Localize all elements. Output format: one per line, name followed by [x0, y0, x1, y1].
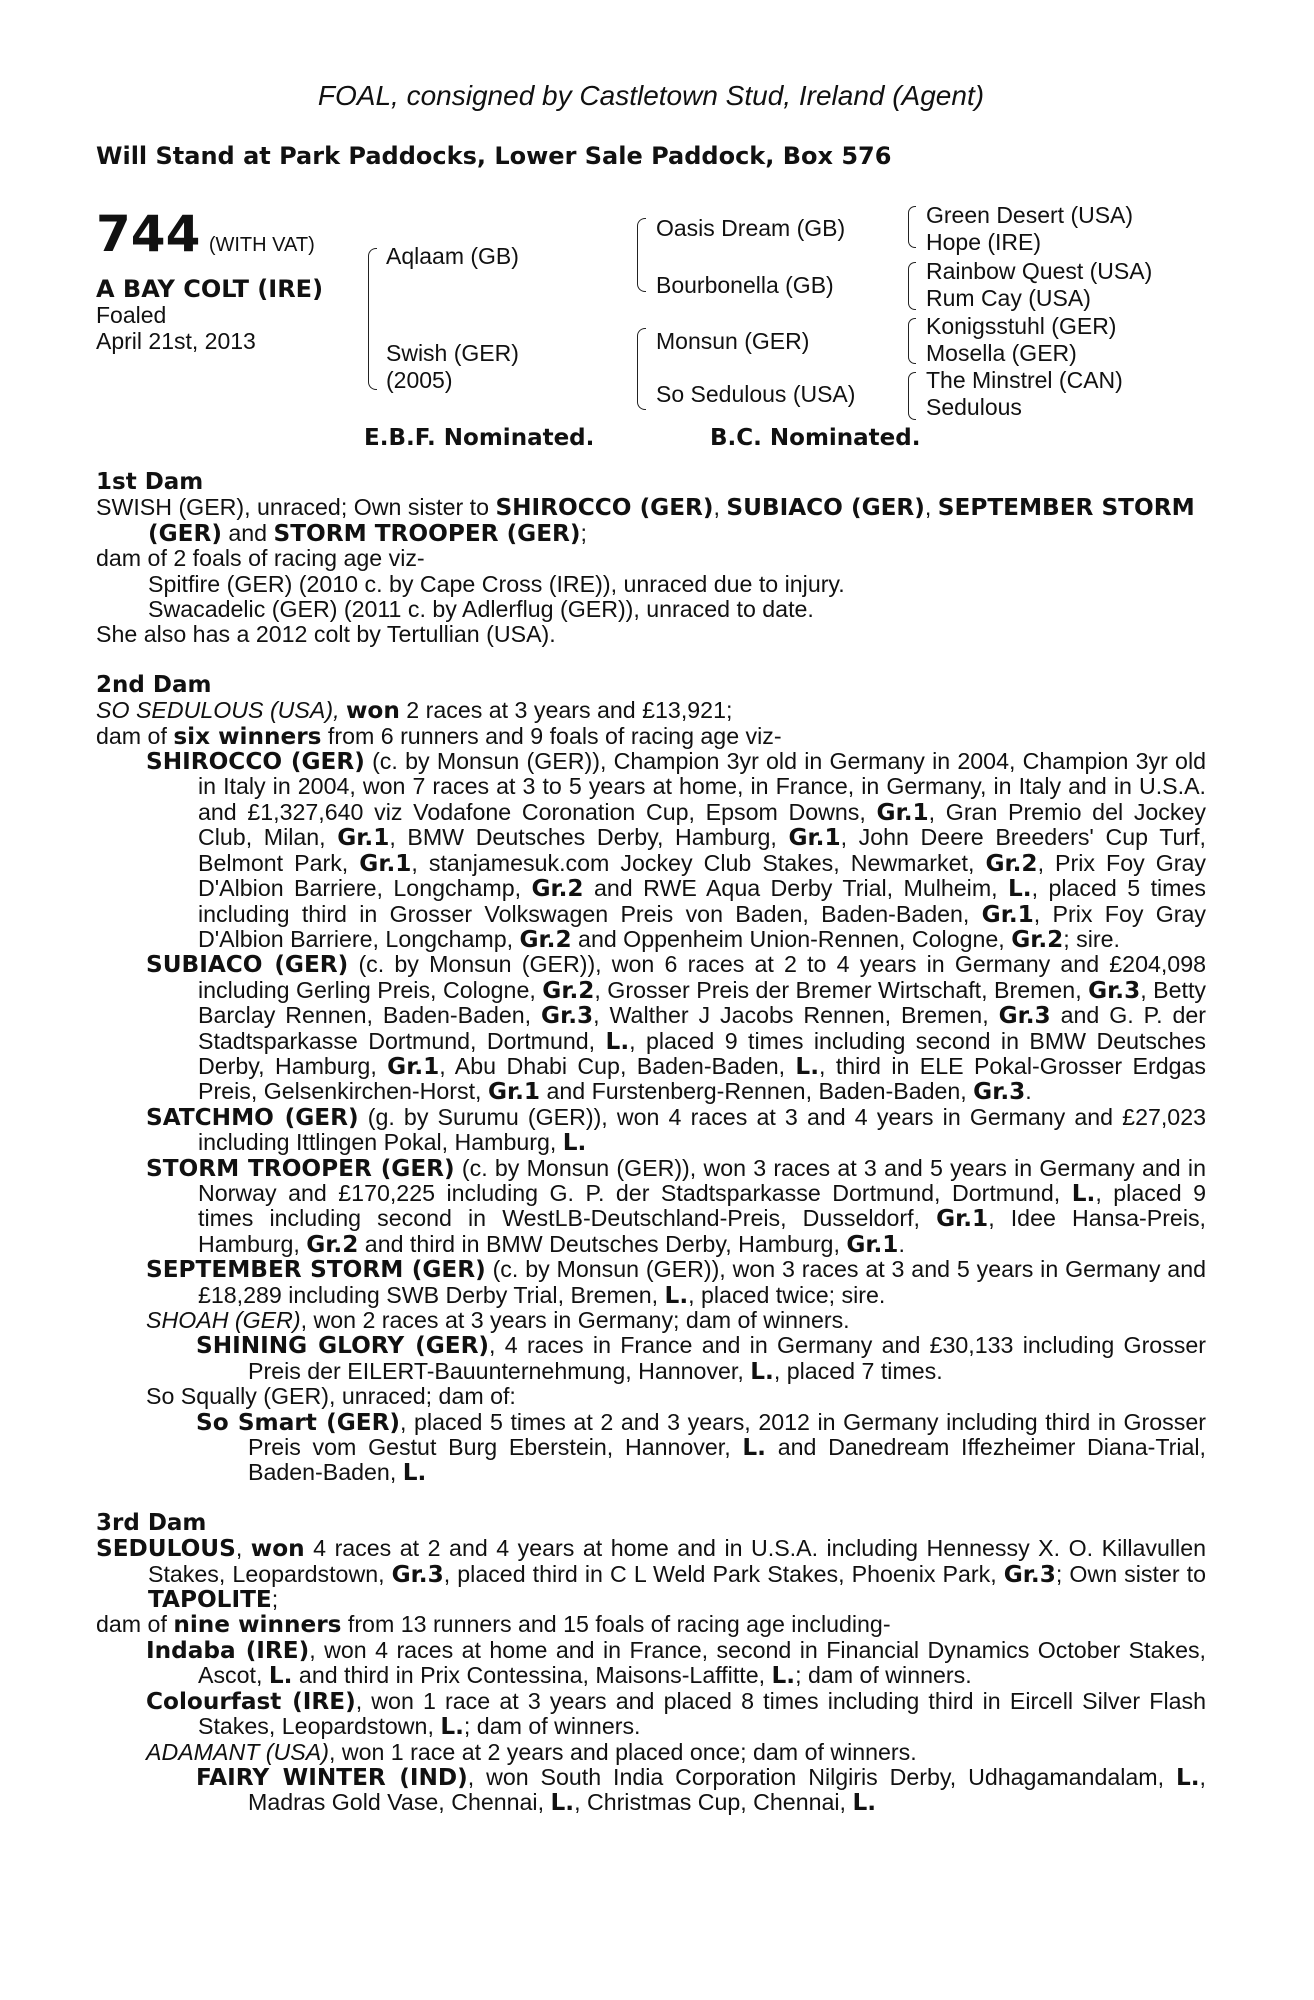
progeny-entry: SEPTEMBER STORM (GER) (c. by Monsun (GER)), won 3 races at 3 and 5 years in Germany and £18,289 including SWB Derby Trial, Bremen, L., placed twice; sire. [146, 1256, 1206, 1309]
pedigree-g3: Rainbow Quest (USA) [926, 258, 1153, 284]
pedigree-brace [908, 318, 916, 364]
second-dam-heading: 2nd Dam [96, 671, 212, 698]
stand-location: Will Stand at Park Paddocks, Lower Sale Paddock, Box 576 [96, 142, 892, 170]
progeny-entry: ADAMANT (USA), won 1 race at 2 years and placed once; dam of winners. [146, 1738, 917, 1765]
progeny-entry: SHINING GLORY (GER), 4 races in France and in Germany and £30,133 including Grosser Preis der EILERT-Bauunternehmung, Hannover, L., placed 7 times. [196, 1332, 1206, 1385]
ebf-nominated: E.B.F. Nominated. [364, 425, 595, 451]
progeny-entry: SATCHMO (GER) (g. by Surumu (GER)), won 4 races at 3 and 4 years in Germany and £27,023 including Ittlingen Pokal, Hamburg, L. [146, 1103, 1206, 1157]
pedigree-sire-sire: Oasis Dream (GB) [656, 215, 846, 241]
bc-nominated: B.C. Nominated. [710, 425, 921, 451]
progeny-entry: STORM TROOPER (GER) (c. by Monsun (GER)), won 3 races at 3 and 5 years in Germany and in Norway and £170,225 including G. P. der Stadtsparkasse Dortmund, Dortmund, L., placed 9 times including second in WestLB-Deutschland-Preis, Dusseldorf, Gr.1, Idee Hansa-Preis, Hamburg, Gr.2 and third in BMW Deutsches Derby, Hamburg, Gr.1. [146, 1154, 1207, 1258]
pedigree-g7: The Minstrel (CAN) [926, 367, 1123, 393]
progeny-entry: So Smart (GER), placed 5 times at 2 and 3 years, 2012 in Germany including third in Grosser Preis vom Gestut Burg Eberstein, Hannover, L. and Danedream Iffezheimer Diana-Trial, Baden-Baden, L. [196, 1408, 1206, 1487]
lot-description: A BAY COLT (IRE) [96, 275, 324, 303]
pedigree-dam-dam: So Sedulous (USA) [656, 381, 856, 407]
lot-heading [96, 205, 315, 263]
third-dam-heading: 3rd Dam [96, 1509, 207, 1536]
pedigree-dam-sire: Monsun (GER) [656, 328, 810, 354]
pedigree-brace [908, 206, 916, 248]
first-dam-heading: 1st Dam [96, 469, 204, 495]
progeny-entry: SHIROCCO (GER) (c. by Monsun (GER)), Champion 3yr old in Germany in 2004, Champion 3yr old in Italy in 2004, won 7 races at 3 to 5 years at home, in France, in Germany, in Italy and in U.S.A. and £1,327,640 viz Vodafone Coronation Cup, Epsom Downs, Gr.1, Gran Premio del Jockey Club, Milan, Gr.1, BMW Deutsches Derby, Hamburg, Gr.1, John Deere Breeders' Cup Turf, Belmont Park, Gr.1, stanjamesuk.com Jockey Club Stakes, Newmarket, Gr.2, Prix Foy Gray D'Albion Barriere, Longchamp, Gr.2 and RWE Aqua Derby Trial, Mulheim, L., placed 5 times including third in Grosser Volkswagen Preis von Baden, Baden-Baden, Gr.1, Prix Foy Gray D'Albion Barriere, Longchamp, Gr.2 and Oppenheim Union-Rennen, Cologne, Gr.2; sire. [146, 748, 1206, 953]
progeny-entry: FAIRY WINTER (IND), won South India Corporation Nilgiris Derby, Udhagamandalam, L., Madras Gold Vase, Chennai, L., Christmas Cup, Chennai, L. [196, 1763, 1206, 1817]
second-dam-summary: dam of six winners from 6 runners and 9 foals of racing age viz- [96, 722, 782, 750]
progeny-entry: Colourfast (IRE), won 1 race at 3 years and placed 8 times including third in Eircell Silver Flash Stakes, Leopardstown, L.; dam of winners. [146, 1687, 1206, 1741]
consigner-line: FOAL, consigned by Castletown Stud, Ireland (Agent) [317, 80, 985, 111]
third-dam-summary: dam of nine winners from 13 runners and 15 foals of racing age including- [96, 1611, 891, 1639]
foal-entry: Spitfire (GER) (2010 c. by Cape Cross (IRE)), unraced due to injury. [148, 570, 845, 597]
pedigree-brace [908, 262, 916, 310]
third-dam-line: SEDULOUS, won 4 races at 2 and 4 years at home and in U.S.A. including Hennessy X. O. Killavullen Stakes, Leopardstown, Gr.3, placed third in C L Weld Park Stakes, Phoenix Park, Gr.3; Own sister to TAPOLITE; [96, 1535, 1207, 1614]
pedigree-dam: Swish (GER) [386, 340, 519, 366]
pedigree-g2: Hope (IRE) [926, 229, 1042, 255]
pedigree-dam-year: (2005) [386, 367, 453, 393]
second-dam-line: SO SEDULOUS (USA), won 2 races at 3 years and £13,921; [96, 697, 733, 725]
pedigree-g1: Green Desert (USA) [926, 202, 1134, 228]
pedigree-g8: Sedulous [926, 394, 1022, 420]
first-dam-also: She also has a 2012 colt by Tertullian (USA). [96, 621, 556, 648]
pedigree-brace [368, 248, 377, 390]
progeny-entry: Indaba (IRE), won 4 races at home and in France, second in Financial Dynamics October Stakes, Ascot, L. and third in Prix Contessina, Maisons-Laffitte, L.; dam of winners. [146, 1636, 1206, 1690]
pedigree-sire-dam: Bourbonella (GB) [656, 272, 834, 298]
foaled-label: Foaled [96, 302, 167, 328]
pedigree-g5: Konigsstuhl (GER) [926, 313, 1117, 339]
progeny-entry: So Squally (GER), unraced; dam of: [146, 1383, 516, 1410]
vat-note: (WITH VAT) [208, 234, 315, 256]
pedigree-g6: Mosella (GER) [926, 340, 1077, 366]
pedigree-brace [908, 372, 916, 420]
first-dam-foals: dam of 2 foals of racing age viz- [96, 545, 425, 572]
pedigree-brace [637, 328, 646, 410]
foaled-date: April 21st, 2013 [96, 328, 256, 354]
foal-entry: Swacadelic (GER) (2011 c. by Adlerflug (GER)), unraced to date. [148, 596, 814, 623]
pedigree-sire: Aqlaam (GB) [386, 243, 519, 269]
first-dam-line: SWISH (GER), unraced; Own sister to SHIROCCO (GER), SUBIACO (GER), SEPTEMBER STORM (GER) and STORM TROOPER (GER); [96, 494, 1195, 547]
lot-number: 744 [96, 205, 201, 263]
pedigree-g4: Rum Cay (USA) [926, 285, 1091, 311]
pedigree-brace [637, 218, 646, 292]
progeny-entry: SHOAH (GER), won 2 races at 3 years in Germany; dam of winners. [146, 1307, 850, 1333]
produce-record [96, 470, 1206, 1816]
progeny-entry: SUBIACO (GER) (c. by Monsun (GER)), won 6 races at 2 to 4 years in Germany and £204,098 including Gerling Preis, Cologne, Gr.2, Grosser Preis der Bremer Wirtschaft, Bremen, Gr.3, Betty Barclay Rennen, Baden-Baden, Gr.3, Walther J Jacobs Rennen, Bremen, Gr.3 and G. P. der Stadtsparkasse Dortmund, Dortmund, L., placed 9 times including second in BMW Deutsches Derby, Hamburg, Gr.1, Abu Dhabi Cup, Baden-Baden, L., third in ELE Pokal-Grosser Erdgas Preis, Gelsenkirchen-Horst, Gr.1 and Furstenberg-Rennen, Baden-Baden, Gr.3. [146, 951, 1207, 1106]
